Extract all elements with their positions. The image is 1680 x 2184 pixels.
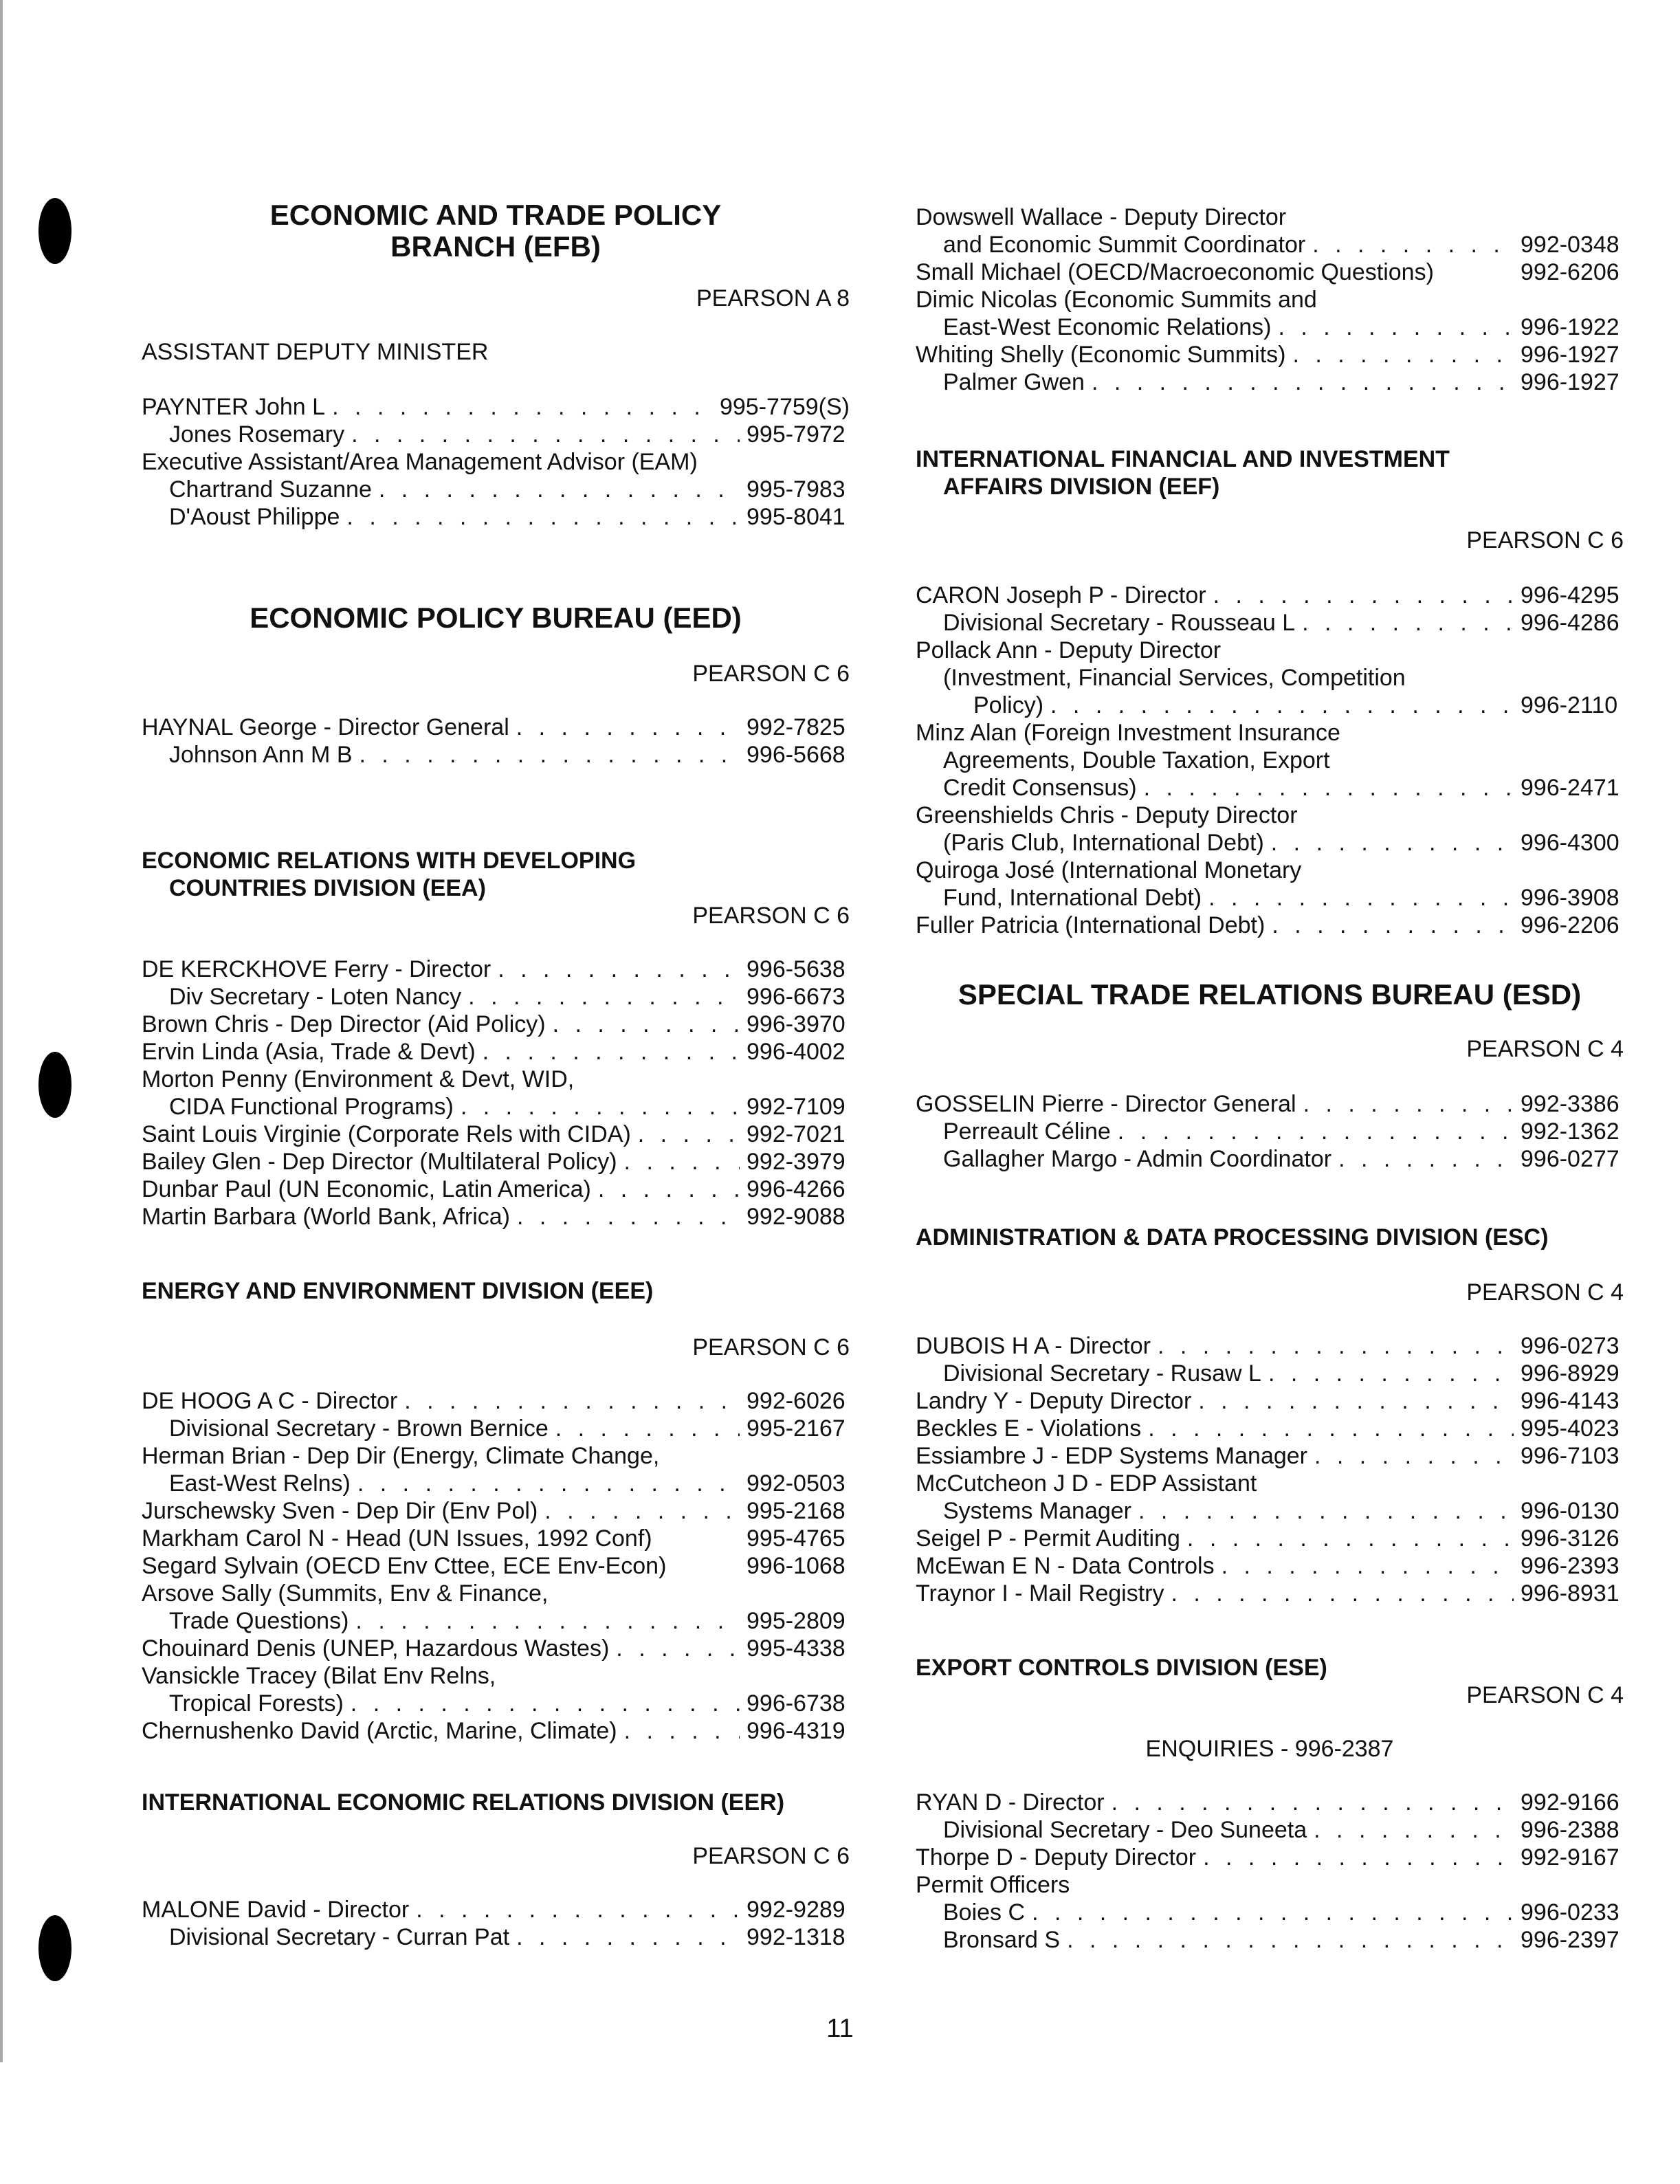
eea-location: PEARSON C 6: [692, 903, 850, 929]
branch-title-line-1: ECONOMIC AND TRADE POLICY: [269, 199, 722, 231]
list-item: Beckles E - Violations . . . 995-4023: [916, 1415, 1624, 1442]
list-item: RYAN D - Director . . . 992-9166: [916, 1789, 1624, 1816]
list-item-text: Arsove Sally (Summits, Env & Finance,: [142, 1580, 549, 1607]
list-item: Johnson Ann M B . . . 996-5668: [142, 741, 850, 769]
list-item-text: Minz Alan (Foreign Investment Insurance: [916, 720, 1340, 746]
eed-list: [142, 714, 850, 769]
eer-list: [142, 1896, 850, 1951]
list-item: HAYNAL George - Director General . . . 992-7825: [142, 714, 850, 741]
esd-location: PEARSON C 4: [1466, 1036, 1624, 1062]
list-item: Boies C . . . 996-0233: [916, 1899, 1624, 1926]
list-item: McEwan E N - Data Controls . . . 996-2393: [916, 1552, 1624, 1580]
punch-hole-bottom: [38, 1915, 71, 1981]
list-item: MALONE David - Director . . . 992-9289: [142, 1896, 850, 1923]
list-item-text: Dimic Nicolas (Economic Summits and: [916, 287, 1317, 313]
list-item: Essiambre J - EDP Systems Manager . . . 996-7103: [916, 1442, 1624, 1470]
page-number: 11: [826, 2014, 854, 2043]
page-edge: [0, 0, 3, 2062]
esc-list: [916, 1332, 1624, 1607]
list-item: Divisional Secretary - Deo Suneeta . . . 996-2388: [916, 1816, 1624, 1844]
list-item: (Paris Club, International Debt) . . . 996-4300: [916, 829, 1624, 857]
list-item: Divisional Secretary - Rusaw L . . . 996-8929: [916, 1360, 1624, 1387]
eed-title: ECONOMIC POLICY BUREAU (EED): [250, 602, 742, 634]
list-item: East-West Relns) . . . 992-0503: [142, 1470, 850, 1497]
list-item: Fuller Patricia (International Debt) . . . 996-2206: [916, 912, 1624, 939]
list-item: Markham Carol N - Head (UN Issues, 1992 Conf) 995-4765: [142, 1525, 845, 1552]
list-item: Saint Louis Virginie (Corporate Rels with CIDA) . . . 992-7021: [142, 1121, 850, 1148]
list-item: Palmer Gwen . . . 996-1927: [916, 368, 1624, 396]
eee-title: ENERGY AND ENVIRONMENT DIVISION (EEE): [142, 1278, 654, 1304]
ese-enquiries: ENQUIRIES - 996-2387: [1145, 1736, 1394, 1762]
adm-list: [142, 393, 850, 531]
list-item: Thorpe D - Deputy Director . . . 992-9167: [916, 1844, 1624, 1871]
list-item: Landry Y - Deputy Director . . . 996-4143: [916, 1387, 1624, 1415]
list-item-text: Greenshields Chris - Deputy Director: [916, 802, 1298, 828]
eer-continued-list: [916, 203, 1624, 396]
list-item: Seigel P - Permit Auditing . . . 996-3126: [916, 1525, 1624, 1552]
list-item: Brown Chris - Dep Director (Aid Policy) . . . 996-3970: [142, 1011, 850, 1038]
eed-location: PEARSON C 6: [692, 661, 850, 687]
list-item: and Economic Summit Coordinator . . . 992-0348: [916, 231, 1624, 258]
branch-location: PEARSON A 8: [696, 285, 850, 311]
eef-location: PEARSON C 6: [1466, 527, 1624, 553]
list-item: Bailey Glen - Dep Director (Multilateral Policy) . . . 992-3979: [142, 1148, 850, 1176]
esd-list: [916, 1090, 1624, 1173]
list-item: D'Aoust Philippe . . . 995-8041: [142, 503, 850, 531]
list-item-text: Vansickle Tracey (Bilat Env Relns,: [142, 1663, 496, 1689]
list-item-text: Herman Brian - Dep Dir (Energy, Climate Change,: [142, 1443, 660, 1469]
list-item: Gallagher Margo - Admin Coordinator . . . 996-0277: [916, 1145, 1624, 1173]
ese-title: EXPORT CONTROLS DIVISION (ESE): [916, 1655, 1327, 1681]
list-item: Ervin Linda (Asia, Trade & Devt) . . . 996-4002: [142, 1038, 850, 1066]
eea-title: ECONOMIC RELATIONS WITH DEVELOPING COUNTRIES DIVISION (EEA): [142, 848, 637, 901]
list-item: East-West Economic Relations) . . . 996-1922: [916, 313, 1624, 341]
eee-list: [142, 1387, 850, 1745]
list-item: DUBOIS H A - Director . . . 996-0273: [916, 1332, 1624, 1360]
list-item: Jurschewsky Sven - Dep Dir (Env Pol) . . . 995-2168: [142, 1497, 850, 1525]
list-item: Bronsard S . . . 996-2397: [916, 1926, 1624, 1954]
list-item: GOSSELIN Pierre - Director General . . . 992-3386: [916, 1090, 1624, 1118]
list-item: Policy) . . . 996-2110: [916, 692, 1624, 719]
list-item: Perreault Céline . . . 992-1362: [916, 1118, 1624, 1145]
eer-title: INTERNATIONAL ECONOMIC RELATIONS DIVISION (EER): [142, 1789, 785, 1816]
adm-heading: ASSISTANT DEPUTY MINISTER: [142, 339, 489, 365]
list-item: Div Secretary - Loten Nancy . . . 996-6673: [142, 983, 850, 1011]
list-item: Segard Sylvain (OECD Env Cttee, ECE Env-Econ) 996-1068: [142, 1553, 845, 1579]
eea-list: [142, 956, 850, 1231]
list-item: Small Michael (OECD/Macroeconomic Questions) 992-6206: [916, 259, 1620, 285]
esc-title: ADMINISTRATION & DATA PROCESSING DIVISION (ESC): [916, 1224, 1549, 1250]
list-item-text: McCutcheon J D - EDP Assistant: [916, 1470, 1257, 1497]
list-item: Chouinard Denis (UNEP, Hazardous Wastes) . . . 995-4338: [142, 1635, 850, 1662]
eef-title: INTERNATIONAL FINANCIAL AND INVESTMENT AFFAIRS DIVISION (EEF): [916, 446, 1450, 500]
list-item-text: Agreements, Double Taxation, Export: [943, 747, 1330, 773]
list-item: Chernushenko David (Arctic, Marine, Climate) . . . 996-4319: [142, 1717, 850, 1745]
list-item: Whiting Shelly (Economic Summits) . . . 996-1927: [916, 341, 1624, 368]
list-item: DE KERCKHOVE Ferry - Director . . . 996-5638: [142, 956, 850, 983]
esd-title: SPECIAL TRADE RELATIONS BUREAU (ESD): [958, 978, 1582, 1011]
list-item: PAYNTER John L . . . 995-7759(S): [142, 393, 850, 421]
list-item: CIDA Functional Programs) . . . 992-7109: [142, 1093, 850, 1121]
esc-location: PEARSON C 4: [1466, 1279, 1624, 1305]
list-item: Martin Barbara (World Bank, Africa) . . . 992-9088: [142, 1203, 850, 1231]
eef-list: [916, 582, 1624, 939]
ese-list: [916, 1789, 1624, 1954]
punch-hole-top: [38, 198, 71, 264]
eer-location: PEARSON C 6: [692, 1843, 850, 1869]
list-item: DE HOOG A C - Director . . . 992-6026: [142, 1387, 850, 1415]
ese-location: PEARSON C 4: [1466, 1682, 1624, 1708]
list-item: Tropical Forests) . . . 996-6738: [142, 1690, 850, 1717]
list-item-text: Quiroga José (International Monetary: [916, 857, 1302, 883]
list-item-text: Dowswell Wallace - Deputy Director: [916, 204, 1287, 230]
list-item-text: Morton Penny (Environment & Devt, WID,: [142, 1066, 575, 1092]
punch-hole-middle: [38, 1052, 71, 1118]
list-item: Fund, International Debt) . . . 996-3908: [916, 884, 1624, 912]
list-item: CARON Joseph P - Director . . . 996-4295: [916, 582, 1624, 609]
list-item: Chartrand Suzanne . . . 995-7983: [142, 476, 850, 503]
list-item: Traynor I - Mail Registry . . . 996-8931: [916, 1580, 1624, 1607]
list-item: Systems Manager . . . 996-0130: [916, 1497, 1624, 1525]
list-item: Dunbar Paul (UN Economic, Latin America) . . . 996-4266: [142, 1176, 850, 1203]
list-item-text: Executive Assistant/Area Management Advisor (EAM): [142, 449, 698, 475]
list-item: Credit Consensus) . . . 996-2471: [916, 774, 1624, 802]
branch-header: [142, 199, 850, 263]
list-item: Jones Rosemary . . . 995-7972: [142, 421, 850, 448]
branch-title-line-2: BRANCH (EFB): [390, 230, 601, 263]
list-item-text: Pollack Ann - Deputy Director: [916, 637, 1222, 663]
list-item: Divisional Secretary - Curran Pat . . . 992-1318: [142, 1923, 850, 1951]
list-item: Trade Questions) . . . 995-2809: [142, 1607, 850, 1635]
list-item: Divisional Secretary - Rousseau L . . . 996-4286: [916, 609, 1624, 637]
list-item-text: (Investment, Financial Services, Competition: [943, 665, 1406, 691]
list-item-text: Permit Officers: [916, 1872, 1070, 1898]
list-item: Divisional Secretary - Brown Bernice . . . 995-2167: [142, 1415, 850, 1442]
eee-location: PEARSON C 6: [692, 1334, 850, 1360]
